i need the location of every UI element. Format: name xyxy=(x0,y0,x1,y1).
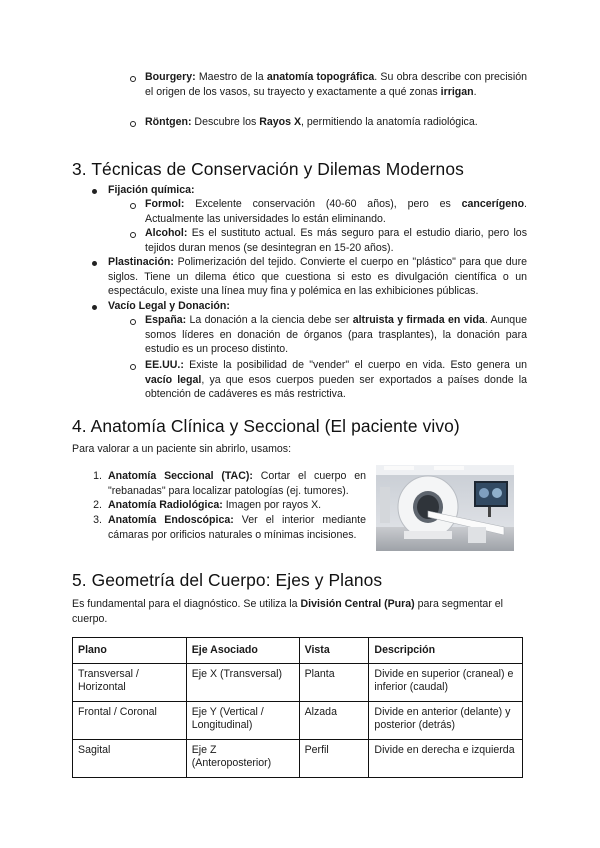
list-item-endoscopica: Anatomía Endoscópica: Ver el interior mediante cámaras por orificios naturales o mínimas incisiones. xyxy=(108,514,366,541)
list-item-formol: Formol: Excelente conservación (40-60 años), pero es cancerígeno. Actualmente las universidades lo están eliminando. xyxy=(145,198,527,225)
table-cell: Divide en derecha e izquierda xyxy=(369,740,523,778)
list-item-bourgery: Bourgery: Maestro de la anatomía topográfica. Su obra describe con precisión el origen de los vasos, su trayecto y exactamente a qué zonas irrigan. xyxy=(145,71,527,98)
table-header-cell: Vista xyxy=(299,638,369,664)
table-row xyxy=(73,702,523,740)
table-cell: Planta xyxy=(299,664,369,702)
table-cell: Eje X (Transversal) xyxy=(186,664,299,702)
table-cell: Divide en anterior (delante) y posterior (detrás) xyxy=(369,702,523,740)
table-cell: Eje Y (Vertical / Longitudinal) xyxy=(186,702,299,740)
table-row xyxy=(73,740,523,778)
circle-bullet-icon xyxy=(130,319,136,325)
circle-bullet-icon xyxy=(130,203,136,209)
table-header-cell: Plano xyxy=(73,638,187,664)
circle-bullet-icon xyxy=(130,121,136,127)
circle-bullet-icon xyxy=(130,76,136,82)
section-5-intro: Es fundamental para el diagnóstico. Se utiliza la División Central (Pura) para segmentar el cuerpo. xyxy=(72,598,504,625)
bullet-icon xyxy=(92,261,97,266)
bullet-icon xyxy=(92,305,97,310)
list-item-eeuu: EE.UU.: Existe la posibilidad de "vender" el cuerpo en vida. Esto genera un vacío legal, ya que esos cuerpos pueden ser exportados a países donde la obtención de cadáveres es más restrictiva. xyxy=(145,359,527,401)
table-cell: Eje Z (Anteroposterior) xyxy=(186,740,299,778)
table-row xyxy=(73,664,523,702)
table-header-cell: Eje Asociado xyxy=(186,638,299,664)
table-cell: Alzada xyxy=(299,702,369,740)
list-item-espana: España: La donación a la ciencia debe ser altruista y firmada en vida. Aunque somos líderes en donación de órganos (para trasplantes), la donación para estudio es un proceso distinto. xyxy=(145,314,527,356)
list-item-rontgen: Röntgen: Descubre los Rayos X, permitiendo la anatomía radiológica. xyxy=(145,116,478,128)
section-3-heading: 3. Técnicas de Conservación y Dilemas Modernos xyxy=(72,159,464,179)
section-4-intro: Para valorar a un paciente sin abrirlo, usamos: xyxy=(72,443,292,455)
table-cell: Perfil xyxy=(299,740,369,778)
planes-table xyxy=(72,637,523,778)
list-item-alcohol: Alcohol: Es el sustituto actual. Es más seguro para el estudio diario, pero los tejidos duran menos (se desintegran en 15-20 años). xyxy=(145,227,527,254)
list-item-seccional: Anatomía Seccional (TAC): Cortar el cuerpo en "rebanadas" para localizar patologías (ej. tumores). xyxy=(108,470,366,497)
list-item-vacio-legal: Vacío Legal y Donación: xyxy=(108,300,230,312)
circle-bullet-icon xyxy=(130,364,136,370)
table-header-row xyxy=(73,638,523,664)
table-cell: Transversal / Horizontal xyxy=(73,664,187,702)
table-header-cell: Descripción xyxy=(369,638,523,664)
ct-scanner-photo xyxy=(376,465,514,551)
bullet-icon xyxy=(92,189,97,194)
list-item-plastinacion: Plastinación: Polimerización del tejido. Convierte el cuerpo en "plástico" para que dure siglos. Tiene un dilema ético que cuestiona si esto es divulgación científica o un espectáculo, existe una línea muy fina y polémica en las exhibiciones públicas. xyxy=(108,256,527,298)
table-cell: Sagital xyxy=(73,740,187,778)
list-item-radiologica: Anatomía Radiológica: Imagen por rayos X. xyxy=(108,499,322,511)
section-5-heading: 5. Geometría del Cuerpo: Ejes y Planos xyxy=(72,570,383,590)
table-cell: Frontal / Coronal xyxy=(73,702,187,740)
section-4-heading: 4. Anatomía Clínica y Seccional (El paciente vivo) xyxy=(72,416,460,436)
list-item-fijacion: Fijación química: xyxy=(108,184,195,196)
circle-bullet-icon xyxy=(130,232,136,238)
table-cell: Divide en superior (craneal) e inferior (caudal) xyxy=(369,664,523,702)
list-number: 2. xyxy=(93,499,102,511)
list-number: 1. xyxy=(93,470,102,482)
list-number: 3. xyxy=(93,514,102,526)
